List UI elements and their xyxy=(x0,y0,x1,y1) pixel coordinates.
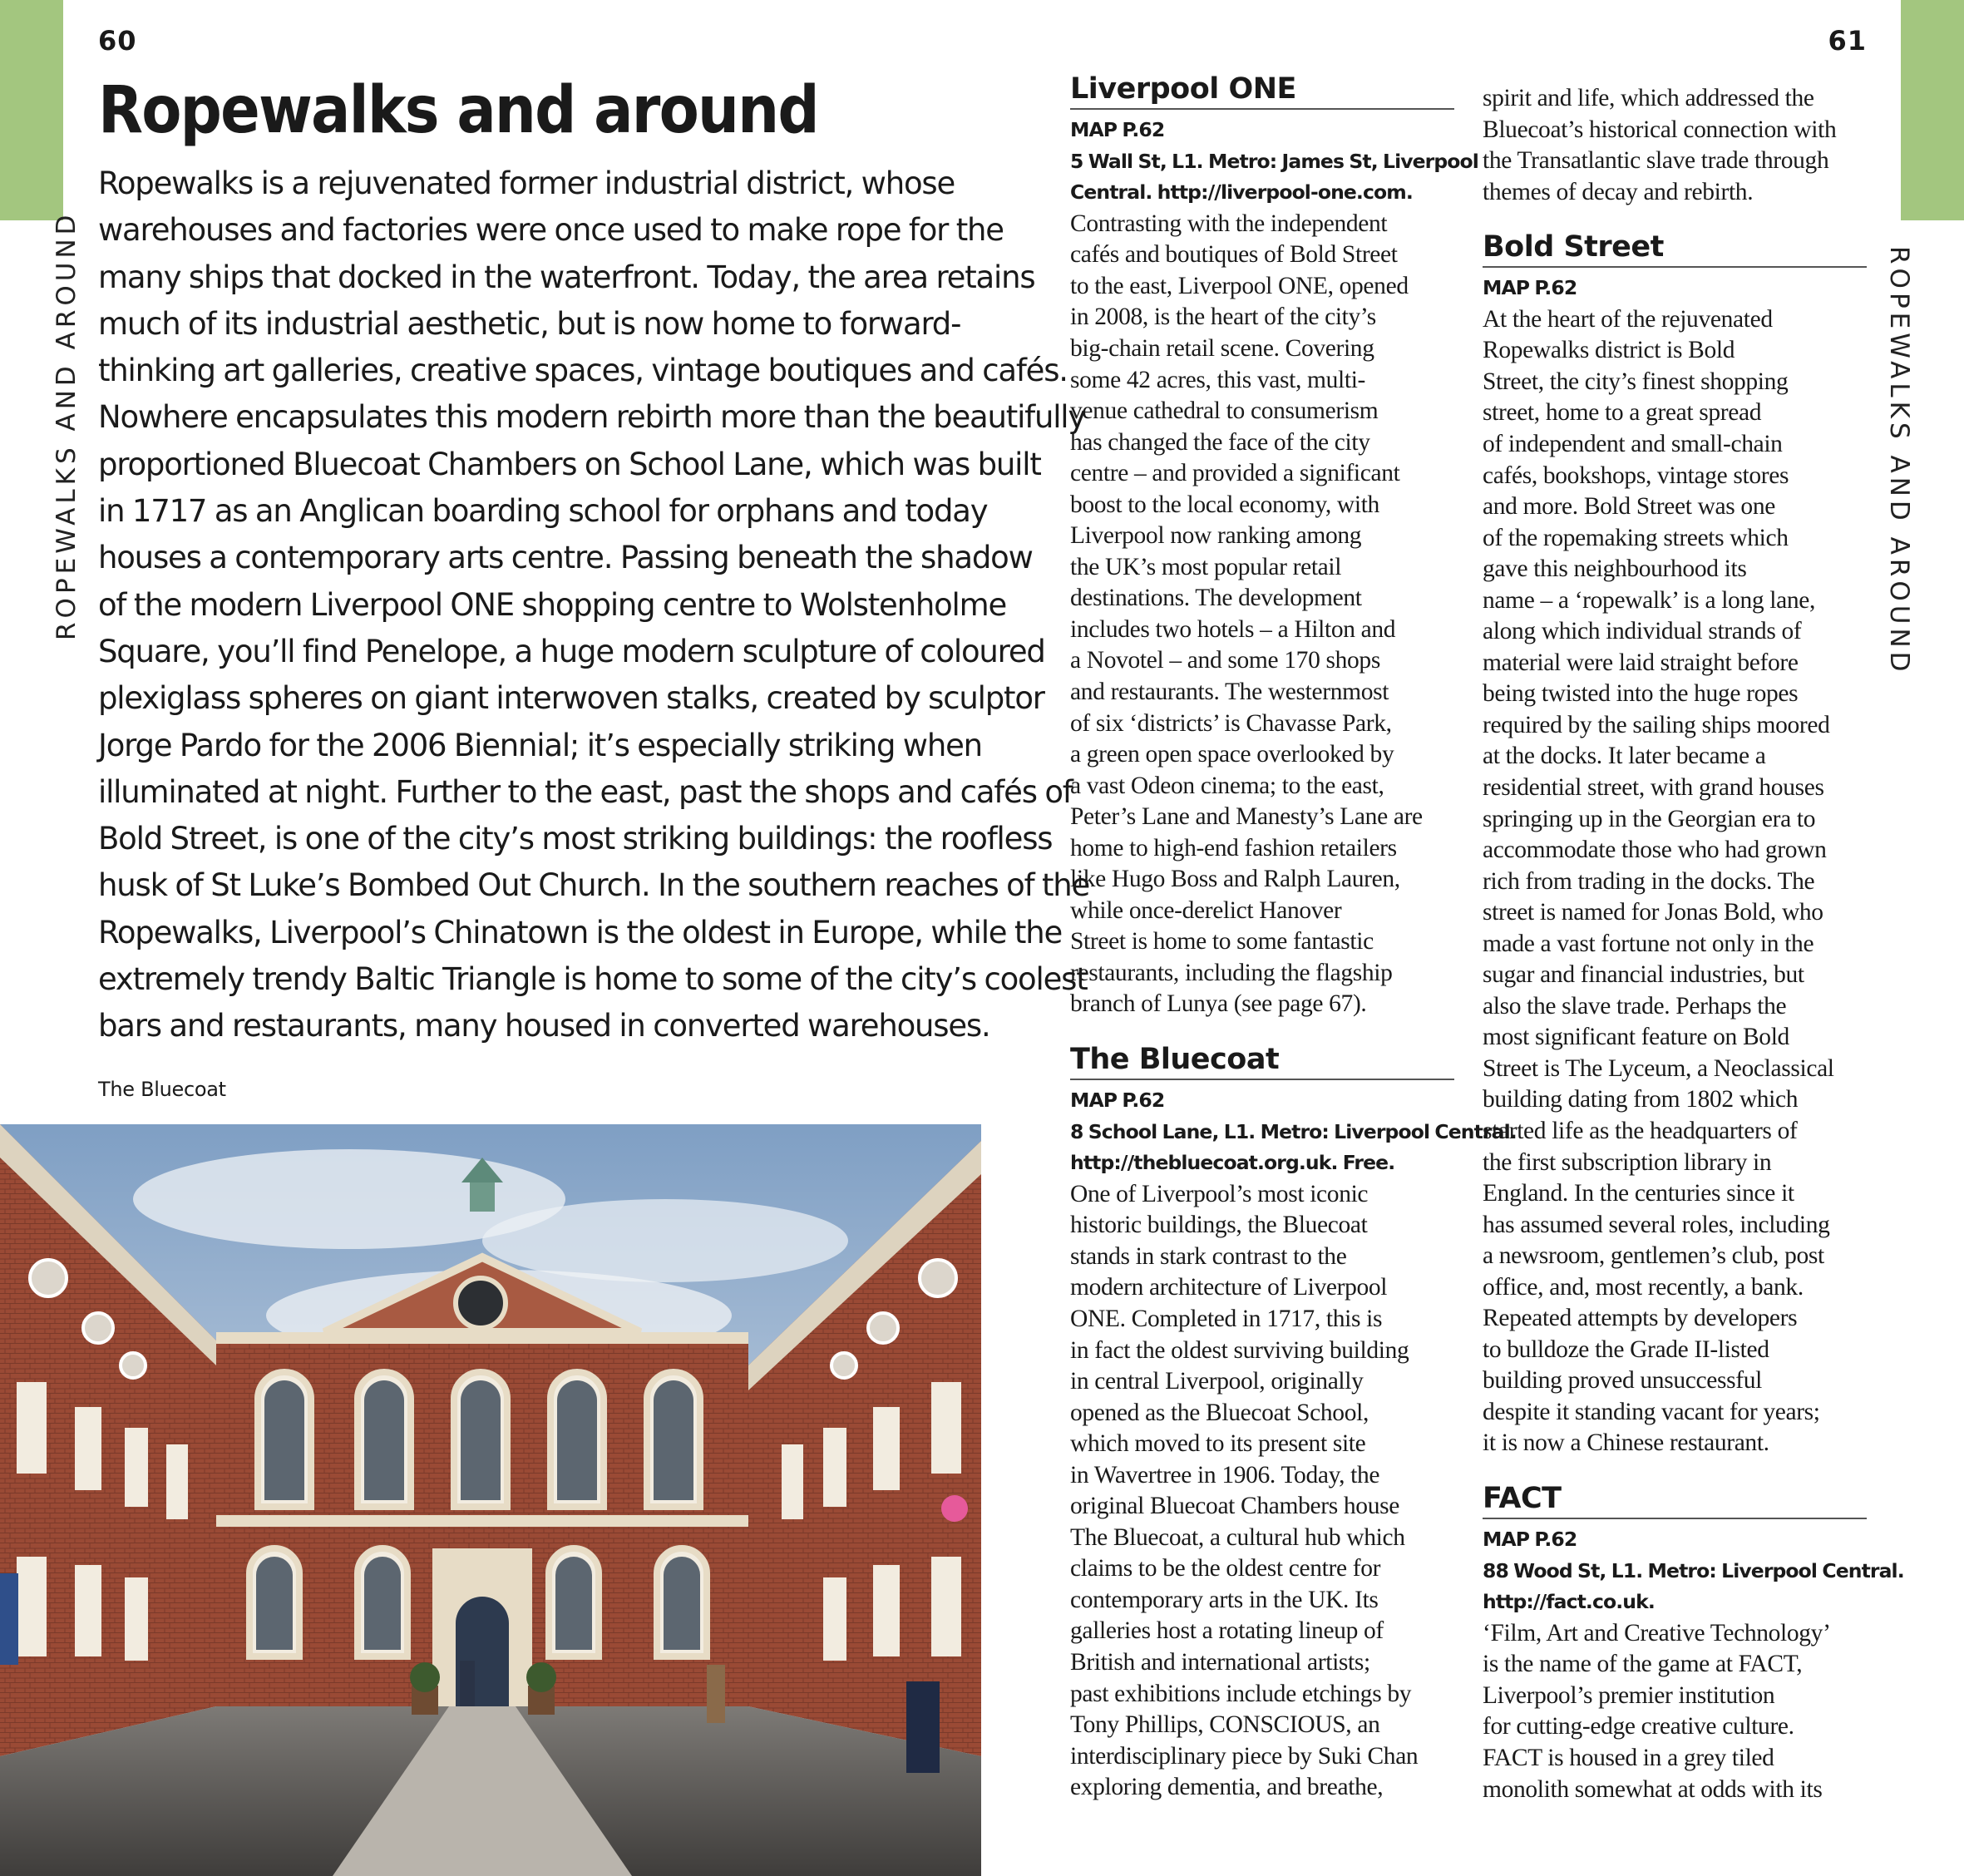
text-line: springing up in the Georgian era to xyxy=(1483,805,1816,832)
text-line: made a vast fortune not only in the xyxy=(1483,930,1814,957)
text-line: Ropewalks, Liverpool’s Chinatown is the oldest in Europe, while the xyxy=(98,914,1063,950)
text-line: required by the sailing ships moored xyxy=(1483,711,1830,738)
text-line: Ropewalks district is Bold xyxy=(1483,337,1735,364)
text-line: Repeated attempts by developers xyxy=(1483,1305,1798,1332)
intro-paragraph xyxy=(98,160,1090,1050)
text-line: in Wavertree in 1906. Today, the xyxy=(1070,1461,1380,1488)
text-line: ONE. Completed in 1717, this is xyxy=(1070,1305,1383,1332)
text-line: 5 Wall St, L1. Metro: James St, Liverpool xyxy=(1070,149,1478,173)
text-line: Tony Phillips, CONSCIOUS, an xyxy=(1070,1711,1380,1739)
text-line: is the name of the game at FACT, xyxy=(1483,1651,1803,1678)
text-line: 8 School Lane, L1. Metro: Liverpool Central. xyxy=(1070,1119,1517,1143)
text-line: building dating from 1802 which xyxy=(1483,1086,1799,1113)
page-number-right: 61 xyxy=(1828,25,1867,57)
text-line: of the modern Liverpool ONE shopping centre to Wolstenholme xyxy=(98,586,1007,623)
text-line: a green open space overlooked by xyxy=(1070,741,1394,768)
text-line: started life as the headquarters of xyxy=(1483,1118,1798,1144)
text-line: Liverpool now ranking among xyxy=(1070,522,1362,550)
text-line: to the east, Liverpool ONE, opened xyxy=(1070,272,1409,299)
chapter-color-tab-right xyxy=(1901,0,1964,220)
text-line: At the heart of the rejuvenated xyxy=(1483,305,1773,333)
text-line: cafés, bookshops, vintage stores xyxy=(1483,462,1789,489)
text-line: Square, you’ll find Penelope, a huge modern sculpture of coloured xyxy=(98,633,1045,669)
text-line: galleries host a rotating lineup of xyxy=(1070,1617,1384,1645)
entry-fact xyxy=(1483,1481,1904,1805)
text-line: of six ‘districts’ is Chavasse Park, xyxy=(1070,709,1392,737)
text-line: has assumed several roles, including xyxy=(1483,1211,1830,1238)
text-line: it is now a Chinese restaurant. xyxy=(1483,1429,1769,1457)
text-line: warehouses and factories were once used to make rope for the xyxy=(98,212,1004,249)
chapter-title: Ropewalks and around xyxy=(98,73,818,148)
text-line: interdisciplinary piece by Suki Chan xyxy=(1070,1742,1419,1770)
text-line: venue cathedral to consumerism xyxy=(1070,397,1379,425)
entry-bold-street xyxy=(1483,230,1867,1459)
text-line: Street is home to some fantastic xyxy=(1070,928,1374,955)
bluecoat-continued xyxy=(1483,83,1867,208)
text-line: England. In the centuries since it xyxy=(1483,1180,1794,1207)
text-line: ‘Film, Art and Creative Technology’ xyxy=(1483,1619,1831,1646)
map-reference: MAP P.62 xyxy=(1070,118,1165,141)
text-line: for cutting-edge creative culture. xyxy=(1483,1713,1794,1740)
text-line: also the slave trade. Perhaps the xyxy=(1483,992,1787,1019)
page-number-left: 60 xyxy=(98,25,137,57)
entry-body xyxy=(1483,1618,1867,1805)
text-line: monolith somewhat at odds with its xyxy=(1483,1775,1823,1803)
text-line: street is named for Jonas Bold, who xyxy=(1483,899,1823,926)
entry-body xyxy=(1483,304,1867,1459)
text-line: Bluecoat’s historical connection with xyxy=(1483,116,1837,143)
text-line: proportioned Bluecoat Chambers on School Lane, which was built xyxy=(98,446,1041,482)
entry-body xyxy=(1070,209,1454,1020)
text-line: boost to the local economy, with xyxy=(1070,491,1379,518)
text-line: the Transatlantic slave trade through xyxy=(1483,147,1829,175)
text-line: Liverpool’s premier institution xyxy=(1483,1681,1775,1709)
text-line: claims to be the oldest centre for xyxy=(1070,1555,1381,1582)
text-line: of independent and small-chain xyxy=(1483,430,1783,457)
text-line: Nowhere encapsulates this modern rebirth more than the beautifully xyxy=(98,399,1086,436)
text-line: Contrasting with the independent xyxy=(1070,210,1388,237)
chapter-color-tab-left xyxy=(0,0,63,220)
text-line: in fact the oldest surviving building xyxy=(1070,1336,1409,1364)
text-line: along which individual strands of xyxy=(1483,618,1802,645)
text-line: contemporary arts in the UK. Its xyxy=(1070,1586,1379,1613)
text-line: building proved unsuccessful xyxy=(1483,1367,1762,1395)
text-line: and restaurants. The westernmost xyxy=(1070,678,1389,705)
text-line: street, home to a great spread xyxy=(1483,399,1762,427)
text-line: bars and restaurants, many housed in converted warehouses. xyxy=(98,1008,990,1044)
text-line: branch of Lunya (see page 67). xyxy=(1070,990,1367,1018)
text-line: a vast Odeon cinema; to the east, xyxy=(1070,772,1384,799)
text-line: FACT is housed in a grey tiled xyxy=(1483,1744,1774,1771)
text-line: themes of decay and rebirth. xyxy=(1483,178,1754,205)
text-line: home to high-end fashion retailers xyxy=(1070,834,1397,861)
text-line: gave this neighbourhood its xyxy=(1483,555,1747,583)
text-line: cafés and boutiques of Bold Street xyxy=(1070,241,1398,269)
address-lines xyxy=(1070,1117,1517,1179)
text-line: historic buildings, the Bluecoat xyxy=(1070,1212,1368,1239)
entry-title: Liverpool ONE xyxy=(1070,72,1454,110)
text-line: illuminated at night. Further to the east, past the shops and cafés of xyxy=(98,773,1073,810)
text-line: Ropewalks is a rejuvenated former industrial district, whose xyxy=(98,165,955,201)
text-line: despite it standing vacant for years; xyxy=(1483,1398,1820,1425)
text-line: extremely trendy Baltic Triangle is home to some of the city’s coolest xyxy=(98,961,1088,998)
text-line: original Bluecoat Chambers house xyxy=(1070,1493,1399,1520)
text-line: in 1717 as an Anglican boarding school for orphans and today xyxy=(98,493,988,530)
map-reference: MAP P.62 xyxy=(1483,276,1577,300)
text-line: some 42 acres, this vast, multi- xyxy=(1070,366,1366,393)
photo-caption: The Bluecoat xyxy=(98,1078,226,1101)
entry-title: Bold Street xyxy=(1483,230,1867,268)
text-line: a newsroom, gentlemen’s club, post xyxy=(1483,1242,1824,1270)
text-line: accommodate those who had grown xyxy=(1483,837,1827,864)
text-line: which moved to its present site xyxy=(1070,1430,1366,1458)
text-line: restaurants, including the flagship xyxy=(1070,959,1393,986)
entry-meta xyxy=(1483,1524,1904,1618)
text-line: includes two hotels – a Hilton and xyxy=(1070,615,1396,643)
text-line: Peter’s Lane and Manesty’s Lane are xyxy=(1070,803,1423,831)
text-line: modern architecture of Liverpool xyxy=(1070,1274,1388,1301)
text-line: One of Liverpool’s most iconic xyxy=(1070,1180,1369,1207)
text-line: opened as the Bluecoat School, xyxy=(1070,1399,1369,1426)
text-line: a Novotel – and some 170 shops xyxy=(1070,647,1380,674)
text-line: name – a ‘ropewalk’ is a long lane, xyxy=(1483,586,1816,614)
text-line: spirit and life, which addressed the xyxy=(1483,85,1814,111)
text-line: in 2008, is the heart of the city’s xyxy=(1070,304,1376,331)
text-line: past exhibitions include etchings by xyxy=(1070,1680,1412,1707)
text-line: most significant feature on Bold xyxy=(1483,1024,1789,1051)
text-line: material were laid straight before xyxy=(1483,649,1799,676)
entry-title: FACT xyxy=(1483,1481,1867,1519)
address-lines xyxy=(1483,1556,1904,1618)
text-line: The Bluecoat, a cultural hub which xyxy=(1070,1523,1405,1551)
text-line: has changed the face of the city xyxy=(1070,428,1370,456)
map-reference: MAP P.62 xyxy=(1483,1528,1577,1552)
text-line: big-chain retail scene. Covering xyxy=(1070,334,1374,362)
text-line: like Hugo Boss and Ralph Lauren, xyxy=(1070,866,1400,893)
text-line: 88 Wood St, L1. Metro: Liverpool Central. xyxy=(1483,1558,1904,1582)
address-lines xyxy=(1070,146,1478,209)
text-line: Street is The Lyceum, a Neoclassical xyxy=(1483,1054,1834,1082)
text-line: Jorge Pardo for the 2006 Biennial; it’s especially striking when xyxy=(98,727,982,763)
text-line: destinations. The development xyxy=(1070,585,1362,612)
text-line: Bold Street, is one of the city’s most striking buildings: the roofless xyxy=(98,821,1053,857)
entry-meta xyxy=(1070,1085,1517,1179)
text-line: while once-derelict Hanover xyxy=(1070,896,1342,924)
text-line: houses a contemporary arts centre. Passing beneath the shadow xyxy=(98,540,1033,576)
text-line: husk of St Luke’s Bombed Out Church. In the southern reaches of the xyxy=(98,867,1090,904)
side-running-head-right: ROPEWALKS AND AROUND xyxy=(1884,246,1914,676)
entry-liverpool-one xyxy=(1070,72,1478,1020)
text-line: and more. Bold Street was one xyxy=(1483,493,1775,521)
text-line: http://fact.co.uk. xyxy=(1483,1590,1655,1614)
entry-meta xyxy=(1483,273,1867,304)
text-line: being twisted into the huge ropes xyxy=(1483,680,1799,708)
text-line: the first subscription library in xyxy=(1483,1148,1772,1176)
text-line: to bulldoze the Grade II-listed xyxy=(1483,1335,1769,1363)
text-line: office, and, most recently, a bank. xyxy=(1483,1273,1804,1301)
text-line: the UK’s most popular retail xyxy=(1070,553,1342,580)
text-line: centre – and provided a significant xyxy=(1070,460,1400,487)
map-reference: MAP P.62 xyxy=(1070,1089,1165,1112)
text-line: British and international artists; xyxy=(1070,1648,1370,1676)
text-line: http://thebluecoat.org.uk. Free. xyxy=(1070,1151,1395,1175)
text-line: plexiglass spheres on giant interwoven stalks, created by sculptor xyxy=(98,680,1044,717)
text-line: residential street, with grand houses xyxy=(1483,773,1824,801)
text-line: exploring dementia, and breathe, xyxy=(1070,1774,1384,1801)
text-line: much of its industrial aesthetic, but is now home to forward- xyxy=(98,305,961,342)
bluecoat-photo xyxy=(0,1124,981,1876)
entry-body xyxy=(1070,1179,1454,1804)
text-line: stands in stark contrast to the xyxy=(1070,1242,1347,1270)
column-1 xyxy=(1070,72,1517,1804)
text-line: Central. http://liverpool-one.com. xyxy=(1070,180,1413,205)
text-line: many ships that docked in the waterfront. Today, the area retains xyxy=(98,259,1035,295)
text-line: of the ropemaking streets which xyxy=(1483,524,1789,551)
text-line: Street, the city’s finest shopping xyxy=(1483,368,1789,395)
text-line: sugar and financial industries, but xyxy=(1483,961,1804,989)
text-line: at the docks. It later became a xyxy=(1483,743,1766,770)
side-running-head-left: ROPEWALKS AND AROUND xyxy=(52,210,81,640)
entry-the-bluecoat xyxy=(1070,1042,1517,1804)
entry-title: The Bluecoat xyxy=(1070,1042,1454,1080)
text-line: thinking art galleries, creative spaces, vintage boutiques and cafés. xyxy=(98,353,1068,389)
entry-meta xyxy=(1070,115,1478,209)
text-line: in central Liverpool, originally xyxy=(1070,1368,1364,1395)
text-line: rich from trading in the docks. The xyxy=(1483,867,1815,895)
